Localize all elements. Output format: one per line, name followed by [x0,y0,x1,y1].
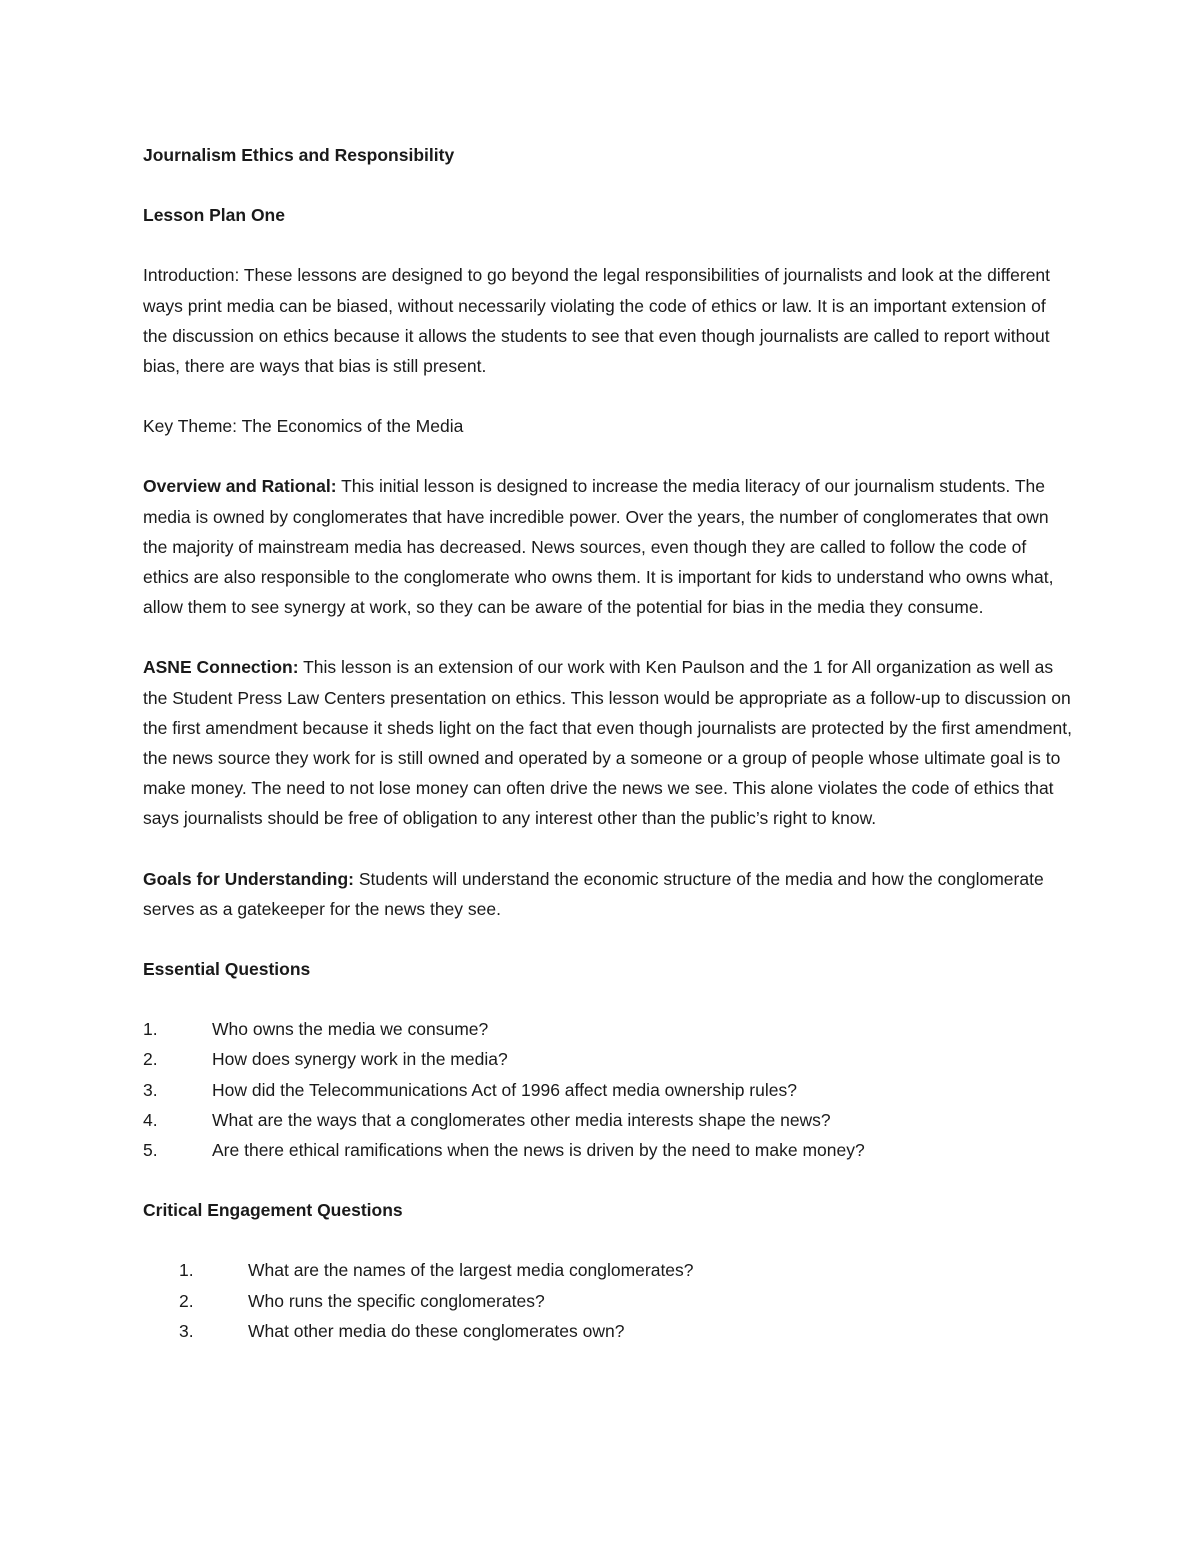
list-item [143,1316,1073,1346]
lesson-subtitle: Lesson Plan One [143,205,285,226]
overview-label: Overview and Rational: [143,476,337,497]
key-theme: Key Theme: The Economics of the Media [143,416,464,437]
list-text: How did the Telecommunications Act of 1996 affect media ownership rules? [212,1079,797,1100]
list-item [143,1044,1073,1074]
list-number: 5. [143,1140,158,1161]
list-item [143,1105,1073,1135]
goals-text: Students will understand the economic structure of the media and how the conglomerate serves as a gatekeeper for the news they see. [143,868,1044,919]
essential-questions-list [143,1014,1073,1165]
list-item [143,1255,1073,1285]
document-page [143,140,1073,1346]
essential-questions-heading: Essential Questions [143,959,311,980]
asne-label: ASNE Connection: [143,657,299,678]
list-number: 3. [143,1079,158,1100]
list-text: Are there ethical ramifications when the news is driven by the need to make money? [212,1140,865,1161]
introduction-paragraph: Introduction: These lessons are designed to go beyond the legal responsibilities of journalists and look at the different ways print media can be biased, without necessarily violating the code of ethics or law. It is an important extension of the discussion on ethics because it allows the students to see that even though journalists are called to report without bias, there are ways that bias is still present. [143,265,1051,377]
list-text: Who runs the specific conglomerates? [248,1290,545,1311]
overview-paragraph [143,471,1073,622]
list-item [143,1014,1073,1044]
list-number: 2. [179,1290,194,1311]
list-number: 1. [179,1260,194,1281]
list-number: 2. [143,1049,158,1070]
document-title: Journalism Ethics and Responsibility [143,145,455,165]
critical-questions-list [143,1255,1073,1346]
goals-paragraph [143,864,1073,924]
list-number: 3. [179,1320,194,1341]
list-number: 1. [143,1019,158,1040]
list-item [143,1075,1073,1105]
asne-text: This lesson is an extension of our work with Ken Paulson and the 1 for All organization as well as the Student Press Law Centers presentation on ethics. This lesson would be appropriate as a follow-up to discussion on the first amendment because it sheds light on the fact that even though journalists are protected by the first amendment, the news source they work for is still owned and operated by a someone or a group of people whose ultimate goal is to make money. The need to not lose money can often drive the news we see. This alone violates the code of ethics that says journalists should be free of obligation to any interest other than the public’s right to know. [143,657,1073,829]
list-item [143,1135,1073,1165]
list-number: 4. [143,1109,158,1130]
overview-text: This initial lesson is designed to increase the media literacy of our journalism students. The media is owned by conglomerates that have incredible power. Over the years, the number of conglomerates that own the majority of mainstream media has decreased. News sources, even though they are called to follow the code of ethics are also responsible to the conglomerate who owns them. It is important for kids to understand who owns what, allow them to see synergy at work, so they can be aware of the potential for bias in the media they consume. [143,476,1054,618]
critical-questions-heading: Critical Engagement Questions [143,1200,403,1221]
list-text: What are the names of the largest media conglomerates? [248,1260,694,1281]
list-item [143,1286,1073,1316]
list-text: How does synergy work in the media? [212,1049,508,1070]
list-text: What other media do these conglomerates own? [248,1320,625,1341]
asne-paragraph [143,652,1073,833]
list-text: What are the ways that a conglomerates other media interests shape the news? [212,1109,831,1130]
goals-label: Goals for Understanding: [143,868,354,889]
list-text: Who owns the media we consume? [212,1019,489,1040]
